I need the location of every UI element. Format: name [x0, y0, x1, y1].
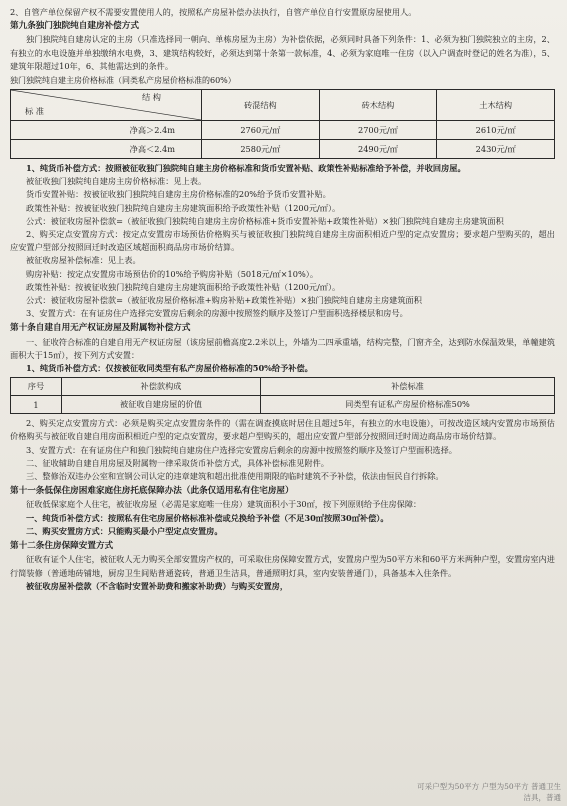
- paragraph: 公式：被征收房屋补偿款=（被征收房屋价格标准+购房补贴+政策性补贴）×独门独院纯自建房主房建筑面积: [26, 295, 422, 306]
- corner-overlap-text: 可采户型为50平方 户型为50平方 普通卫生洁具，普通: [417, 782, 561, 802]
- paragraph: 3、安置方式：在有证房住户选择完安置房后剩余的房源中按照签约顺序及签订户型面积选择楼层和房号。: [26, 308, 408, 319]
- table-cell: 2430元/㎡: [437, 140, 555, 159]
- paragraph: 政策性补贴：按被征收独门独院纯自建房主房建筑面积给予政策性补贴（1200元/㎡）。: [26, 202, 341, 213]
- table-cell: 2610元/㎡: [437, 121, 555, 140]
- paragraph: 三、整修治双违办公室和宣钢公司认定的违章建筑和超出批准使用期限的临时建筑不予补偿，依法由恒民自行拆除。: [26, 471, 444, 482]
- paragraph: 1、纯货币补偿方式：仅按被征收同类型有私产房屋价格标准的50%给予补偿。: [26, 363, 313, 374]
- paragraph: 3、安置方式：在有证房住户和独门独院纯自建房住户选择完安置房后剩余的房源中按照签约顺序及签订户型面积选择。: [26, 444, 457, 455]
- paragraph: 2、购买定点安置房方式：按定点安置房市场预估价格购买与被征收独门独院纯自建房主房面积相近户型的定点安置房；要求超户型购买的，超出应安置户型部分按照回迁时改造区域超面积商品房市场价结算。: [10, 229, 555, 253]
- paragraph: 二、购买安置房方式：只能购买最小户型定点安置房。: [26, 525, 223, 536]
- table-cell: 2490元/㎡: [319, 140, 437, 159]
- row-label: 净高＜2.4m: [11, 140, 202, 159]
- paragraph: 二、征收辅助自建自用房屋及附属物一律采取货币补偿方式，具体补偿标准见附件。: [26, 457, 329, 468]
- column-header: 砖木结构: [319, 90, 437, 121]
- compensation-table: [10, 377, 555, 414]
- column-header: 序号: [11, 378, 62, 396]
- paragraph: 2、购买定点安置房方式：必须是购买定点安置房条件的（需在调查摸底时居住且超过5年，有独立的水电设施），可按改造区域内安置房市场预估价格购买与被征收自建自用房面积相近户型的定点安置房，要求超户型购买的，超出应安置户型部分按照回迁时周边商品房市场价结算。: [10, 418, 555, 442]
- paragraph: 公式：被征收房屋补偿款=（被征收独门独院纯自建房主房价格标准+货币安置补贴+政策性补贴）×独门独院纯自建房主房建筑面积: [26, 215, 504, 226]
- header-structure-label: 结 构: [142, 92, 161, 103]
- paragraph: 政策性补贴：按被征收独门独院纯自建房主房建筑面积给予政策性补贴（1200元/㎡）。: [26, 281, 341, 292]
- paragraph: 被征收房屋补偿款（不含临时安置补助费和搬家补助费）与购买安置房，: [26, 580, 289, 591]
- table-cell: 2700元/㎡: [319, 121, 437, 140]
- column-header: 补偿标准: [261, 378, 555, 396]
- paragraph: 被征收房屋补偿标准：见上表。: [26, 255, 141, 266]
- table-caption: 独门独院纯自建主房价格标准（同类私产房屋价格标准的60%）: [10, 76, 236, 86]
- document-body: [10, 6, 555, 593]
- table-header-row: [11, 90, 555, 121]
- table-header-row: [11, 378, 555, 396]
- section-heading: 第十二条住房保障安置方式: [10, 541, 114, 552]
- price-table: [10, 89, 555, 159]
- row-label: 净高＞2.4m: [11, 121, 202, 140]
- table-row: [11, 140, 555, 159]
- column-header: 补偿款构成: [62, 378, 261, 396]
- diagonal-header-cell: [11, 90, 202, 121]
- section-heading: 第十一条低保住房困难家庭住房托底保障办法（此条仅适用私有住宅房屋）: [10, 486, 294, 497]
- paragraph: 被征收独门独院纯自建房主房价格标准：见上表。: [26, 176, 207, 187]
- section-heading: 第十条自建自用无产权证房屋及附属物补偿方式: [10, 323, 191, 334]
- section-heading: 第九条独门独院纯自建房补偿方式: [10, 21, 139, 32]
- column-header: 砖混结构: [202, 90, 320, 121]
- table-cell: 2760元/㎡: [202, 121, 320, 140]
- table-cell: 被征收自建房屋的价值: [62, 396, 261, 414]
- paragraph: 征收有证个人住宅，被征收人无力购买全部安置房产权的，可采取住房保障安置方式，安置房户型为50平方米和60平方米两种户型，安置房室内进行简装修（普通地砖铺地，厨房卫生间贴普通瓷砖，普通卫生洁具，普通照明灯具，室内安装普通门），具备基本入住条件。: [10, 554, 555, 578]
- paragraph: 2、自管产单位保留产权不需要安置使用人的，按照私产房屋补偿办法执行，自管产单位自行安置原房屋使用人。: [10, 7, 417, 17]
- paragraph: 一、纯货币补偿方式：按照私有住宅房屋价格标准补偿或兑换给予补偿（不足30㎡按照30㎡补偿）。: [26, 512, 389, 523]
- paragraph: 征收低保家庭个人住宅，被征收房屋（必需是家庭唯一住房）建筑面积小于30㎡，按下列原则给予住房保障：: [26, 499, 422, 510]
- column-header: 土木结构: [437, 90, 555, 121]
- paragraph: 购房补贴：按定点安置房市场预估价的10%给予购房补贴（5018元/㎡×10%）。: [26, 268, 319, 279]
- table-cell: 1: [11, 396, 62, 414]
- table-row: [11, 121, 555, 140]
- paragraph: 货币安置补贴：按被征收独门独院纯自建房主房价格标准的20%给予货币安置补贴。: [26, 189, 331, 200]
- table-row: [11, 396, 555, 414]
- paragraph: 1、纯货币补偿方式：按照被征收独门独院纯自建主房价格标准和货币安置补贴、政策性补贴标准给予补偿，并收回房屋。: [26, 163, 466, 174]
- table-cell: 同类型有证私产房屋价格标准50%: [261, 396, 555, 414]
- header-standard-label: 标 准: [25, 106, 44, 117]
- paragraph: 独门独院纯自建房认定的主房（只准选择同一朝向、单栋房屋为主房）为补偿依据，必须同时具备下列条件：1、必须为独门独院独立的主房，2、有独立的水电设施并单独缴纳水电费，3、建筑结构较好，必须达到第十条第一款标准，4、必须为家庭唯一住房（以入户调查时登记的姓名为准），5、建筑年限超过10年，6、其他需达到的条件。: [10, 34, 555, 71]
- paragraph: 一、征收符合标准的自建自用无产权证房屋（该房屋前檐高度2.2米以上，外墙为二四承重墙，结构完整，门窗齐全，达到防水保温效果，单幢建筑面积大于15㎡），按下列方式安置：: [10, 336, 555, 360]
- table-cell: 2580元/㎡: [202, 140, 320, 159]
